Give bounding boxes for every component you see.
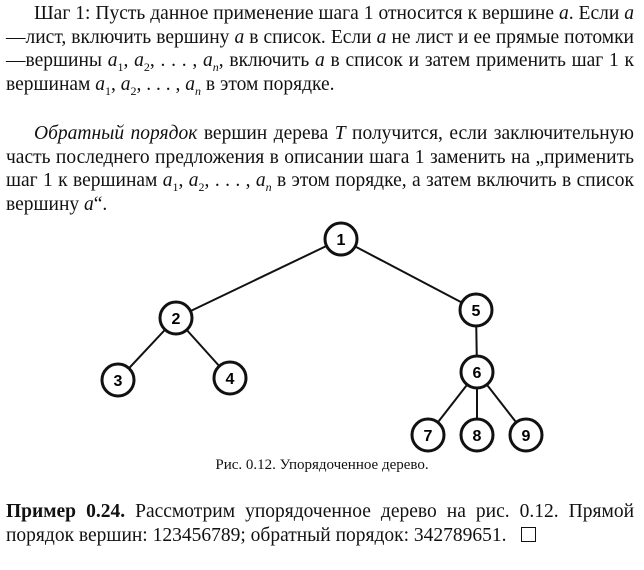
tree-node-2 — [160, 302, 192, 334]
tree-node-5 — [460, 294, 492, 326]
ordered-tree-diagram — [0, 218, 644, 458]
tree-node-9 — [510, 419, 542, 451]
step1-lead: Шаг 1: — [34, 3, 91, 24]
tree-node-label: 4 — [225, 371, 235, 388]
postorder-paragraph: Обратный порядок вершин дерева T получится, если заключительную часть последнего предложения в описании шага 1 заменить на „применить шаг 1 к вершинам $a_1$, $a_2$, . . . , $a_n$ в этом порядке, а затем включить в список вершину a“. — [6, 123, 635, 215]
tree-node-6 — [461, 356, 493, 388]
tree-node-label: 8 — [472, 428, 482, 445]
tree-node-4 — [214, 362, 246, 394]
postorder-term: Обратный порядок — [34, 123, 198, 144]
tree-node-label: 1 — [336, 232, 346, 249]
tree-edge-1-5 — [341, 239, 476, 310]
tree-node-label: 2 — [171, 311, 181, 328]
tree-node-label: 5 — [471, 303, 481, 320]
vertex-sequence: $a_1$, $a_2$, . . . , $a_n$ — [95, 73, 202, 98]
tree-node-8 — [461, 419, 493, 451]
example-text: Рассмотрим упорядоченное дерево на рис. 0.12. Прямой порядок вершин: 123456789; обратный порядок: 342789651. — [6, 501, 635, 546]
tree-edge-1-2 — [176, 239, 341, 318]
example-label: Пример 0.24. — [6, 501, 126, 522]
example-paragraph — [6, 500, 634, 547]
tree-node-label: 3 — [113, 373, 123, 390]
tree-node-label: 7 — [423, 428, 433, 445]
tree-node-3 — [102, 364, 134, 396]
tree-node-1 — [325, 223, 357, 255]
step1-paragraph: Шаг 1: Пусть данное применение шага 1 относится к вершине a. Если a—лист, включить вершину a в список. Если a не лист и ее прямые потомки—вершины $a_1$, $a_2$, . . . , $a_n$, включить a в список и затем применить шаг 1 к вершинам $a_1$, $a_2$, . . . , $a_n$ в этом порядке. — [6, 3, 634, 98]
tree-edges — [118, 239, 526, 435]
tree-node-label: 9 — [521, 428, 531, 445]
vertex-sequence: $a_1$, $a_2$, . . . , $a_n$ — [107, 50, 219, 74]
vertex-sequence: $a_1$, $a_2$, . . . , $a_n$ — [162, 170, 272, 194]
tree-node-label: 6 — [472, 365, 482, 382]
qed-box-icon — [521, 527, 536, 542]
tree-node-7 — [412, 419, 444, 451]
figure-caption: Рис. 0.12. Упорядоченное дерево. — [215, 457, 429, 473]
